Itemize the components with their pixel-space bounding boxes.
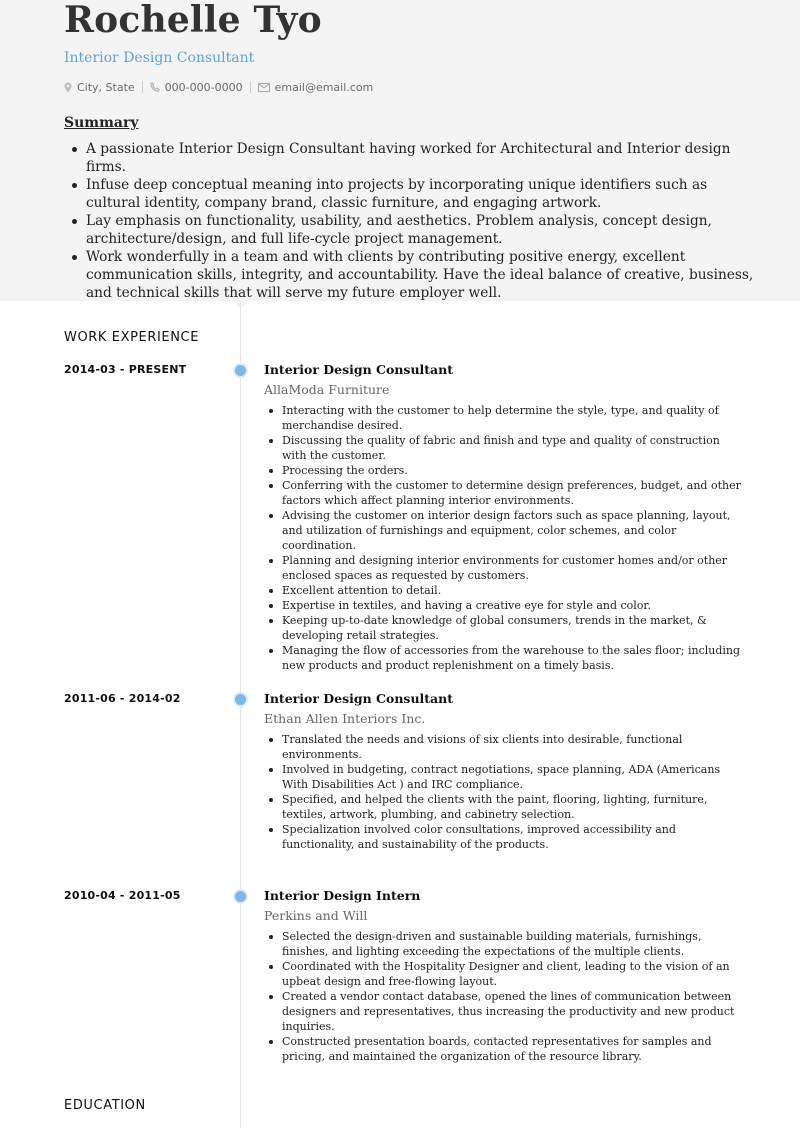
envelope-icon	[258, 83, 270, 92]
job-company: Perkins and Will	[264, 908, 368, 923]
job-title: Interior Design Consultant	[264, 362, 454, 377]
job-bullet: Translated the needs and visions of six clients into desirable, functional environments.	[264, 732, 744, 762]
contact-location	[64, 81, 135, 94]
phone-icon	[150, 82, 160, 92]
job-bullet: Constructed presentation boards, contacted representatives for samples and pricing, and maintained the organization of the resource library.	[264, 1034, 744, 1064]
summary-item: Lay emphasis on functionality, usability, and aesthetics. Problem analysis, concept design, architecture/design, and full life-cycle project management.	[64, 212, 754, 248]
job-bullet: Interacting with the customer to help determine the style, type, and quality of merchandise desired.	[264, 403, 744, 433]
summary-heading: Summary	[64, 115, 139, 131]
job-date: 2011-06 - 2014-02	[64, 692, 181, 705]
job-bullet: Conferring with the customer to determine design preferences, budget, and other factors which affect planning interior environments.	[264, 478, 744, 508]
job-title: Interior Design Consultant	[264, 691, 454, 706]
job-company: AllaModa Furniture	[264, 382, 390, 397]
job-bullets	[264, 732, 744, 852]
job-date: 2014-03 - PRESENT	[64, 363, 187, 376]
job-bullet: Specified, and helped the clients with the paint, flooring, lighting, furniture, textiles, artwork, plumbing, and cabinetry selection.	[264, 792, 744, 822]
timeline-dot	[235, 891, 246, 902]
job-bullet: Coordinated with the Hospitality Designer and client, leading to the vision of an upbeat design and free-flowing layout.	[264, 959, 744, 989]
job-bullet: Discussing the quality of fabric and finish and type and quality of construction with the customer.	[264, 433, 744, 463]
job-bullet: Created a vendor contact database, opened the lines of communication between designers and representatives, thus increasing the productivity and new product inquiries.	[264, 989, 744, 1034]
timeline-dot	[235, 694, 246, 705]
email-text[interactable]: email@email.com	[274, 80, 374, 94]
job-bullets	[264, 929, 744, 1064]
contact-divider	[250, 81, 251, 93]
contact-bar	[64, 79, 373, 95]
summary-item: Infuse deep conceptual meaning into projects by incorporating unique identifiers such as cultural identity, company brand, classic furniture, and engaging artwork.	[64, 176, 754, 212]
job-bullet: Excellent attention to detail.	[264, 583, 744, 598]
timeline-dot	[235, 365, 246, 376]
job-bullet: Managing the flow of accessories from the warehouse to the sales floor; including new products and product replenishment on a timely basis.	[264, 643, 744, 673]
job-bullets	[264, 403, 744, 673]
contact-phone	[150, 81, 243, 94]
job-bullet: Advising the customer on interior design factors such as space planning, layout, and utilization of furnishings and equipment, color schemes, and color coordination.	[264, 508, 744, 553]
phone-text: 000-000-0000	[164, 80, 243, 94]
summary-item: A passionate Interior Design Consultant having worked for Architectural and Interior design firms.	[64, 140, 754, 176]
contact-divider	[142, 81, 143, 93]
job-date: 2010-04 - 2011-05	[64, 889, 181, 902]
candidate-name: Rochelle Tyo	[64, 0, 322, 41]
job-bullet: Selected the design-driven and sustainable building materials, furnishings, finishes, and lighting exceeding the expectations of the multiple clients.	[264, 929, 744, 959]
location-text: City, State	[77, 80, 135, 94]
contact-email[interactable]	[258, 81, 374, 94]
work-experience-heading: WORK EXPERIENCE	[64, 330, 200, 345]
job-bullet: Keeping up-to-date knowledge of global consumers, trends in the market, & developing retail strategies.	[264, 613, 744, 643]
timeline-line	[240, 301, 241, 1128]
job-bullet: Processing the orders.	[264, 463, 744, 478]
location-pin-icon	[64, 82, 72, 93]
job-bullet: Planning and designing interior environments for customer homes and/or other enclosed spaces as requested by customers.	[264, 553, 744, 583]
job-bullet: Expertise in textiles, and having a creative eye for style and color.	[264, 598, 744, 613]
job-company: Ethan Allen Interiors Inc.	[264, 711, 426, 726]
summary-list	[64, 140, 754, 302]
job-bullet: Involved in budgeting, contract negotiations, space planning, ADA (Americans With Disabilities Act ) and IRC compliance.	[264, 762, 744, 792]
education-heading: EDUCATION	[64, 1098, 146, 1113]
job-title: Interior Design Intern	[264, 888, 421, 903]
candidate-role: Interior Design Consultant	[64, 50, 255, 66]
job-bullet: Specialization involved color consultations, improved accessibility and functionality, and sustainability of the products.	[264, 822, 744, 852]
summary-item: Work wonderfully in a team and with clients by contributing positive energy, excellent communication skills, integrity, and accountability. Have the ideal balance of creative, business, and technical skills that will serve my future employer well.	[64, 248, 754, 302]
